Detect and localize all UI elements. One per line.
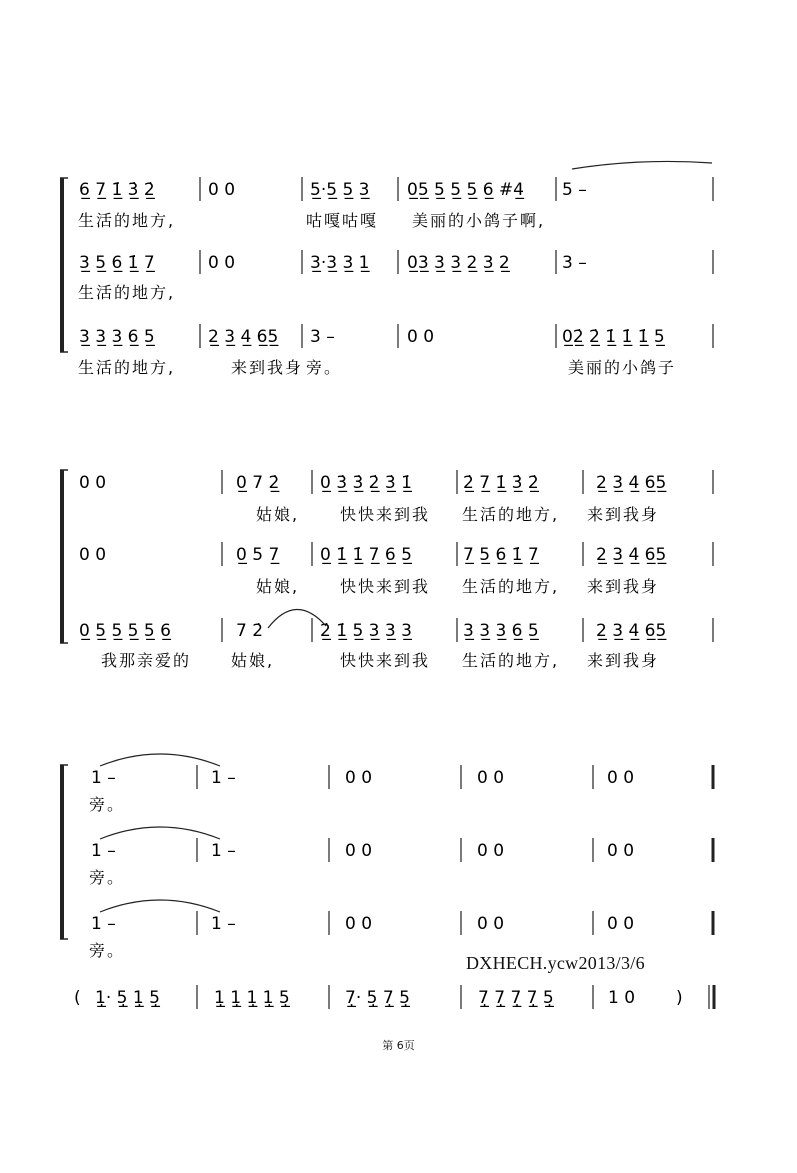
measure-3: 0 0: [345, 768, 373, 788]
lyric: 美丽的小鸽子啊,: [412, 211, 546, 230]
accomp-measure-3: 7̲̣· 5̲̣ 7̲̣ 5̲̣: [345, 988, 410, 1008]
measure-2: 7 2̇: [236, 621, 264, 641]
measure-2: 0̲ 5 7̲: [236, 545, 280, 565]
measure-4: 0 0: [477, 768, 505, 788]
measure-3: 2̲̇ 1̲̇ 5̲ 3̲ 3̲ 3̲: [320, 621, 412, 641]
measure-1: 1 –: [91, 914, 116, 934]
measure-1: 0 0: [79, 473, 107, 493]
measure-4: 3̲ 3̲ 3̲ 6̲ 5̲: [463, 621, 539, 641]
slur: [100, 754, 220, 766]
measure-4: 0̲3̲ 3̲ 3̲ 2̲ 3̲ 2̲: [407, 253, 510, 273]
measure-1: 1 –: [91, 841, 116, 861]
measure-5: 2̲ 3̲ 4̲ 6̲5̲: [596, 473, 667, 493]
lyric: 旁。: [89, 941, 126, 960]
measure-1: 0̲ 5̲ 5̲ 5̲ 5̲ 6̲: [79, 621, 171, 641]
measure-4: 0̲5̲ 5̲ 5̲ 5̲ 6̲ #4̲: [407, 180, 524, 200]
slur: [100, 900, 220, 912]
measure-1: 3̲ 5̲ 6̲ 1̲̇ 7̲: [79, 253, 155, 273]
measure-3: 0 0: [345, 841, 373, 861]
measure-2: 1 –: [211, 914, 236, 934]
measure-5: 5 –: [562, 180, 587, 200]
accomp-measure-1: 1̲̣· 5̲̣ 1̲̣ 5̲̣: [95, 988, 160, 1008]
measure-2: 1 –: [211, 768, 236, 788]
measure-4: 2̲̇ 7̲ 1̲̇ 3̲̇ 2̲̇: [463, 473, 539, 493]
lyric: 旁。: [89, 868, 126, 887]
measure-5: 2̲ 3̲ 4̲ 6̲5̲: [596, 621, 667, 641]
lyric: 我那亲爱的: [101, 651, 192, 670]
measure-5: 0 0: [607, 768, 635, 788]
lyric: 生活的地方,: [78, 283, 176, 302]
measure-4: 0 0: [407, 327, 435, 347]
close-paren: ): [676, 988, 683, 1008]
measure-5: 3 –: [562, 253, 587, 273]
measure-2: 0̲ 7 2̲̇: [236, 473, 280, 493]
accompaniment-line: [74, 985, 714, 1009]
lyric: 来到我身: [587, 505, 660, 524]
lyric: 来到我身: [231, 358, 304, 377]
measure-1: 1 –: [91, 768, 116, 788]
measure-5: 0̲2̲̇ 2̲̇ 1̲̇ 1̲̇ 1̲̇ 5̲: [562, 327, 665, 347]
measure-3: 0̲ 1̲̇ 1̲̇ 7̲ 6̲ 5̲: [320, 545, 412, 565]
accomp-measure-2: 1̲̣ 1̲̣ 1̲̣ 1̲̣ 5̲̣: [214, 988, 290, 1008]
measure-1: 6̲ 7̲ 1̲̇ 3̲̇ 2̲̇: [79, 180, 155, 200]
measure-4: 0 0: [477, 914, 505, 934]
lyric: 生活的地方,: [462, 505, 560, 524]
accomp-measure-4: 7̲̣ 7̲̣ 7̲̣ 7̲̣ 5̲̣: [478, 988, 554, 1008]
measure-3: 0̲ 3̲̇ 3̲̇ 2̲̇ 3̲̇ 1̲̇: [320, 473, 412, 493]
arranger-signature: DXHECH.ycw2013/3/6: [466, 953, 645, 973]
slur: [268, 609, 326, 628]
lyric: 生活的地方,: [462, 651, 560, 670]
measure-1: 0 0: [79, 545, 107, 565]
system-bracket: [60, 178, 64, 352]
slur: [572, 161, 712, 169]
measure-3: 5̲·5̲ 5̲ 3̲: [310, 180, 370, 200]
accomp-measure-5: 1 0: [608, 988, 636, 1008]
measure-1: 3̲ 3̲ 3̲ 6̲ 5̲: [79, 327, 155, 347]
measure-3: 3 –: [310, 327, 335, 347]
lyric: 美丽的小鸽子: [568, 358, 677, 377]
lyric: 生活的地方,: [78, 358, 176, 377]
measure-4: 7̲ 5̲ 6̲ 1̲̇ 7̲: [463, 545, 539, 565]
measure-3: 3̲·3̲ 3̲ 1̲: [310, 253, 370, 273]
page-number: 第 6页: [382, 1039, 415, 1052]
measure-5: 2̲ 3̲ 4̲ 6̲5̲: [596, 545, 667, 565]
lyric: 姑娘,: [231, 651, 275, 670]
measure-5: 0 0: [607, 914, 635, 934]
open-paren: (: [74, 988, 81, 1008]
slur: [100, 827, 220, 839]
measure-4: 0 0: [477, 841, 505, 861]
system-bracket: [60, 765, 64, 939]
lyric: 生活的地方,: [78, 211, 176, 230]
lyric: 旁。: [306, 358, 343, 377]
measure-2: 0 0: [208, 253, 236, 273]
lyric: 咕嘎咕嘎: [306, 211, 379, 230]
lyric: 旁。: [89, 795, 126, 814]
system-bracket: [60, 470, 64, 643]
measure-5: 0 0: [607, 841, 635, 861]
system-1: [60, 177, 713, 377]
lyric: 生活的地方,: [462, 577, 560, 596]
measure-2: 0 0: [208, 180, 236, 200]
lyric: 来到我身: [587, 577, 660, 596]
lyric: 快快来到我: [340, 505, 431, 524]
lyric: 快快来到我: [340, 651, 431, 670]
lyric: 姑娘,: [256, 505, 300, 524]
measure-2: 2̲ 3̲ 4̲ 6̲5̲: [208, 327, 279, 347]
system-3: [60, 765, 713, 960]
lyric: 来到我身: [587, 651, 660, 670]
measure-2: 1 –: [211, 841, 236, 861]
lyric: 姑娘,: [256, 577, 300, 596]
system-2: [60, 470, 713, 670]
measure-3: 0 0: [345, 914, 373, 934]
lyric: 快快来到我: [340, 577, 431, 596]
